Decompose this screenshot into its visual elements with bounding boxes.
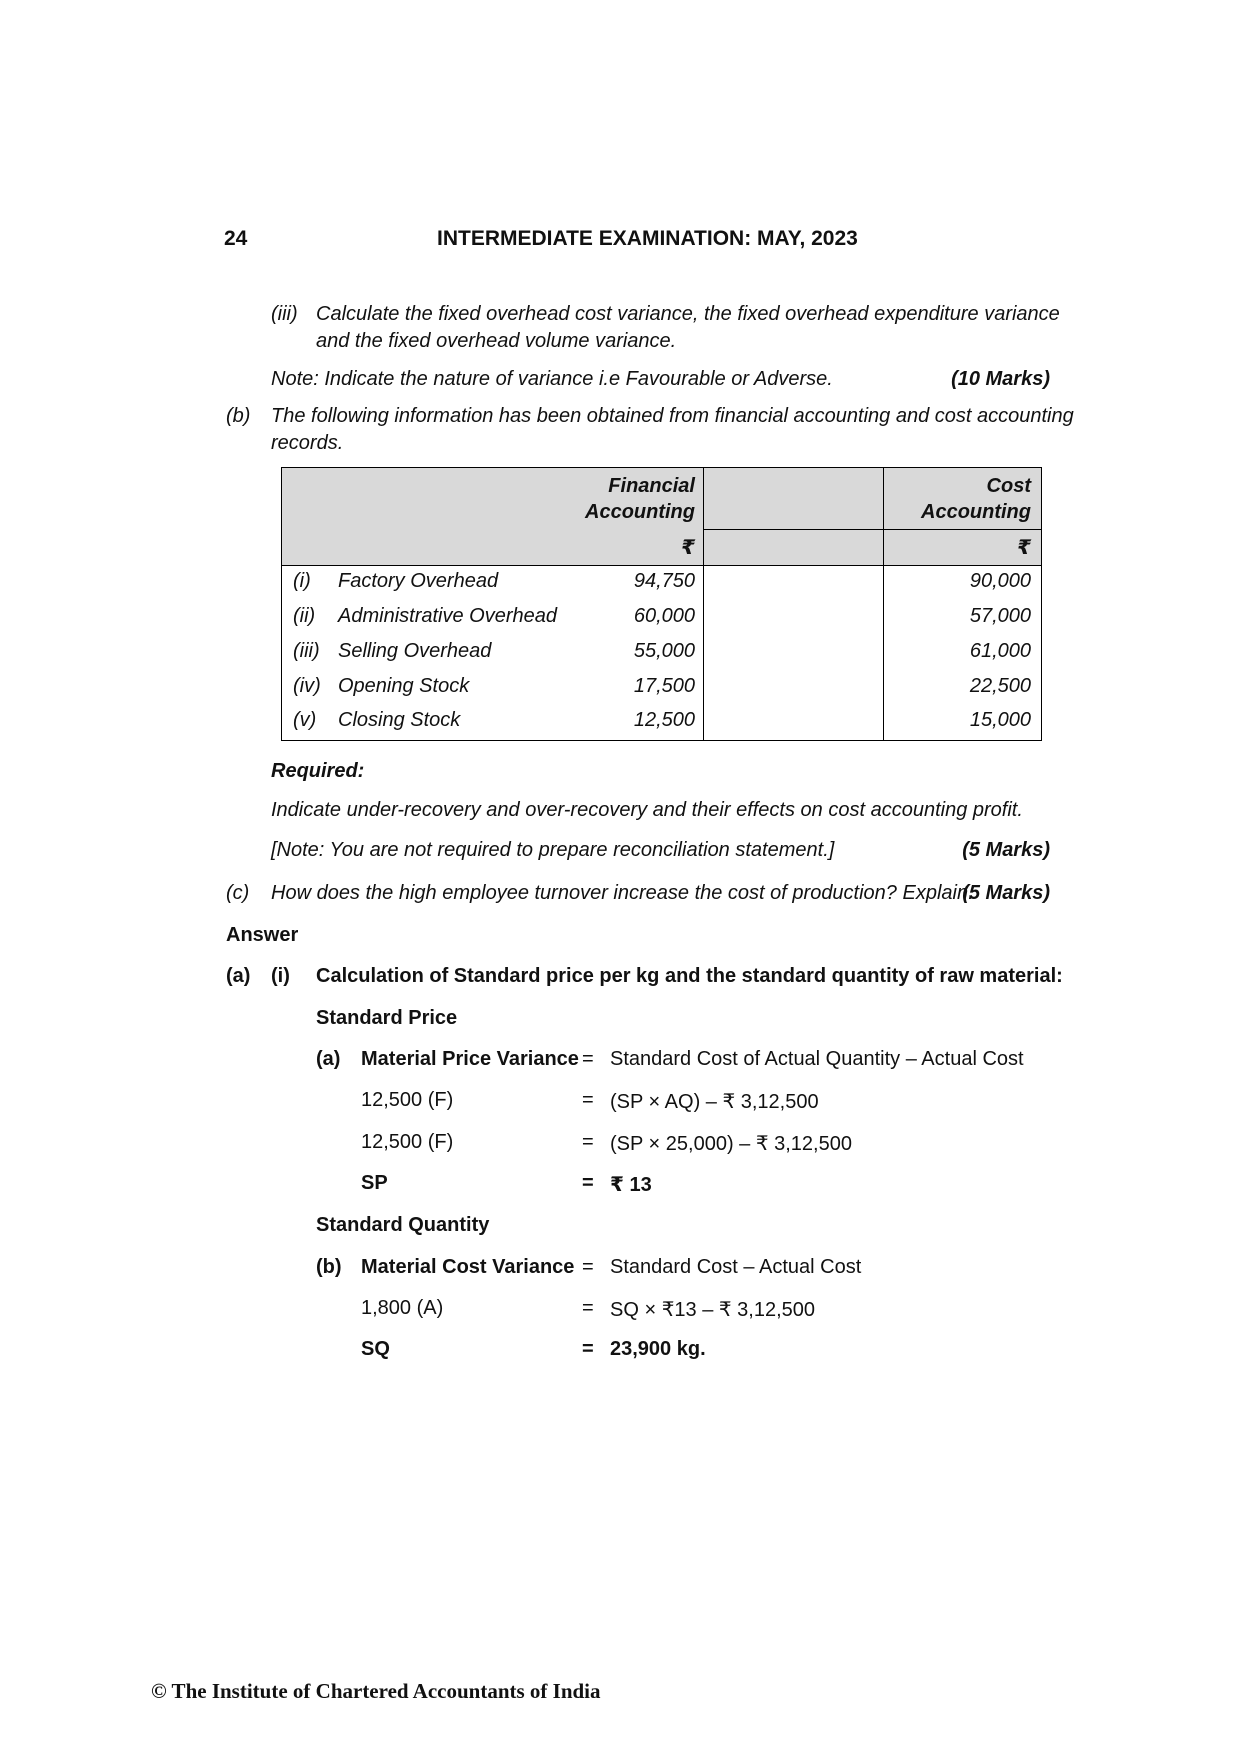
- part-b-label: (b): [226, 405, 251, 427]
- part-b-line2: records.: [271, 432, 344, 454]
- row-financial-value: 17,500: [633, 675, 695, 697]
- row-label: Selling Overhead: [338, 640, 492, 662]
- required-text: Indicate under-recovery and over-recovery and their effects on cost accounting profit.: [271, 799, 1023, 821]
- part-a-note: Note: Indicate the nature of variance i.e Favourable or Adverse.: [271, 368, 833, 390]
- equals-sign: =: [582, 1256, 594, 1278]
- table-divider: [282, 565, 1041, 566]
- item-iii-line2: and the fixed overhead volume variance.: [316, 330, 677, 352]
- row-num: (v): [293, 709, 317, 731]
- mpv-eq2-rhs: (SP × 25,000) – ₹ 3,12,500: [610, 1133, 852, 1155]
- row-label: Administrative Overhead: [338, 605, 557, 627]
- row-num: (iv): [293, 675, 321, 697]
- mcv-formula: Standard Cost – Actual Cost: [610, 1256, 862, 1278]
- currency-symbol-financial: ₹: [681, 537, 695, 559]
- col-financial-header-line1: Financial: [608, 475, 695, 497]
- col-financial-header: [585, 473, 695, 525]
- answer-a-label: (a): [226, 965, 251, 987]
- row-cost-value: 57,000: [969, 605, 1031, 627]
- table-divider: [883, 468, 884, 740]
- item-iii-label: (iii): [271, 303, 298, 325]
- standard-price-heading: Standard Price: [316, 1007, 458, 1029]
- table-divider: [703, 529, 1041, 530]
- part-c-text: How does the high employee turnover increase the cost of production? Explain.: [271, 882, 974, 904]
- row-financial-value: 12,500: [633, 709, 695, 731]
- part-b-marks: (5 Marks): [962, 839, 1050, 861]
- standard-quantity-heading: Standard Quantity: [316, 1214, 490, 1236]
- row-financial-value: 55,000: [633, 640, 695, 662]
- mpv-formula: Standard Cost of Actual Quantity – Actual Cost: [610, 1048, 1024, 1070]
- row-label: Opening Stock: [338, 675, 470, 697]
- equals-sign: =: [582, 1048, 594, 1070]
- mpv-eq1-rhs: (SP × AQ) – ₹ 3,12,500: [610, 1091, 819, 1113]
- part-a-marks: (10 Marks): [951, 368, 1050, 390]
- sq-block-label: (b): [316, 1256, 342, 1278]
- required-heading: Required:: [271, 760, 365, 782]
- part-b-line1: The following information has been obtained from financial accounting and cost accounting: [271, 405, 1074, 427]
- mcv-eq-lhs: 1,800 (A): [361, 1297, 444, 1319]
- sp-result-rhs: ₹ 13: [610, 1174, 652, 1196]
- mpv-eq2-lhs: 12,500 (F): [361, 1131, 454, 1153]
- equals-sign: =: [582, 1338, 594, 1360]
- sp-block-label: (a): [316, 1048, 341, 1070]
- sq-result-lhs: SQ: [361, 1338, 390, 1360]
- col-cost-header-line2: Accounting: [921, 501, 1031, 523]
- part-c-label: (c): [226, 882, 250, 904]
- col-cost-header-line1: Cost: [986, 475, 1031, 497]
- row-label: Closing Stock: [338, 709, 461, 731]
- row-num: (ii): [293, 605, 316, 627]
- page-number: 24: [224, 227, 248, 250]
- row-cost-value: 15,000: [969, 709, 1031, 731]
- mcv-eq-rhs: SQ × ₹13 – ₹ 3,12,500: [610, 1299, 816, 1321]
- item-iii-line1: Calculate the fixed overhead cost variance, the fixed overhead expenditure variance: [316, 303, 1060, 325]
- sq-result-rhs: 23,900 kg.: [610, 1338, 706, 1360]
- table-divider: [703, 468, 704, 740]
- col-cost-header: [921, 473, 1031, 525]
- row-label: Factory Overhead: [338, 570, 499, 592]
- equals-sign: =: [582, 1297, 594, 1319]
- part-c-marks: (5 Marks): [962, 882, 1050, 904]
- row-cost-value: 61,000: [969, 640, 1031, 662]
- row-cost-value: 90,000: [969, 570, 1031, 592]
- copyright-footer: © The Institute of Chartered Accountants of India: [151, 1679, 601, 1703]
- overhead-comparison-table: [281, 467, 1042, 741]
- row-cost-value: 22,500: [969, 675, 1031, 697]
- row-num: (iii): [293, 640, 320, 662]
- row-financial-value: 94,750: [633, 570, 695, 592]
- material-price-variance-term: Material Price Variance: [361, 1048, 579, 1070]
- row-num: (i): [293, 570, 311, 592]
- currency-symbol-cost: ₹: [1017, 537, 1031, 559]
- answer-title: Calculation of Standard price per kg and the standard quantity of raw material:: [316, 965, 1063, 987]
- material-cost-variance-term: Material Cost Variance: [361, 1256, 575, 1278]
- mpv-eq1-lhs: 12,500 (F): [361, 1089, 454, 1111]
- sp-result-lhs: SP: [361, 1172, 388, 1194]
- equals-sign: =: [582, 1172, 594, 1194]
- part-b-note: [Note: You are not required to prepare reconciliation statement.]: [271, 839, 835, 861]
- answer-i-label: (i): [271, 965, 290, 987]
- page-header-title: INTERMEDIATE EXAMINATION: MAY, 2023: [437, 227, 858, 250]
- answer-heading: Answer: [226, 924, 299, 946]
- row-financial-value: 60,000: [633, 605, 695, 627]
- col-financial-header-line2: Accounting: [585, 501, 695, 523]
- equals-sign: =: [582, 1089, 594, 1111]
- equals-sign: =: [582, 1131, 594, 1153]
